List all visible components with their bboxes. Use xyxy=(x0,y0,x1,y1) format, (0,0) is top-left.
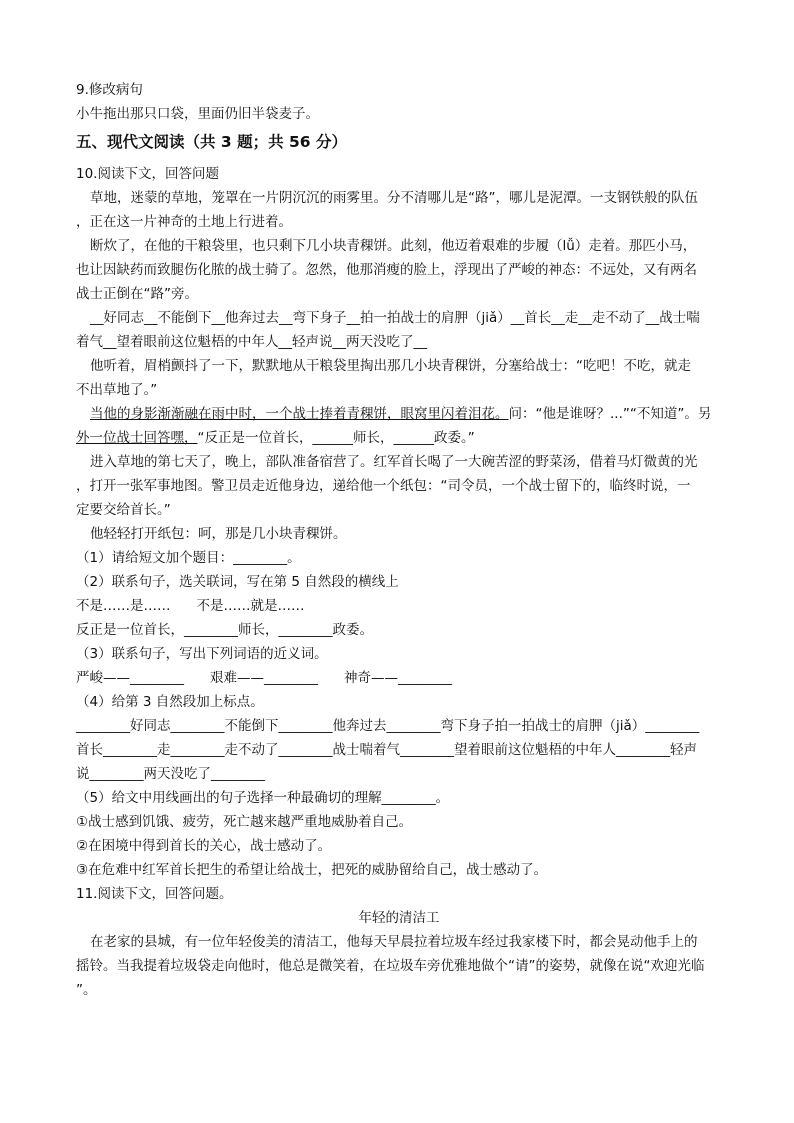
passage-p3-line2: 着气__望着眼前这位魁梧的中年人__轻声说__两天没吃了__ xyxy=(76,334,427,350)
passage-p6-line1: 进入草地的第七天了，晚上，部队准备宿营了。红军首长喝了一大碗苦涩的野菜汤，借着马灯微黄的光 xyxy=(90,454,698,470)
passage-p4-line1: 他听着，眉梢颤抖了一下，默默地从干粮袋里掏出那几小块青稞饼，分塞给战士：“吃吧！不吃，就走 xyxy=(90,358,691,374)
passage-p6-line2: ，打开一张军事地图。警卫员走近他身边，递给他一个纸包：“司令员，一个战士留下的，临终时说，一 xyxy=(76,478,691,494)
question-9-title: 9.修改病句 xyxy=(76,82,143,98)
sub-question-4: （4）给第 3 自然段加上标点。 xyxy=(76,694,264,710)
passage-p5-line1-rest: 问：“他是谁呀？...”“不知道”。另 xyxy=(508,406,712,422)
synonym-row xyxy=(76,666,722,690)
passage-p3-line1: __好同志__不能倒下__他奔过去__弯下身子__拍一拍战士的肩胛（jiǎ）__首长__走__走不动了__战士喘 xyxy=(90,310,700,326)
passage-p1-line1: 草地，迷蒙的草地，笼罩在一片阴沉沉的雨雾里。分不清哪儿是“路”，哪儿是泥潭。一支钢铁般的队伍 xyxy=(90,190,698,206)
sub-question-2: （2）联系句子，选关联词，写在第 5 自然段的横线上 xyxy=(76,574,399,590)
story-p1-line1: 在老家的县城，有一位年轻俊美的清洁工，他每天早晨拉着垃圾车经过我家楼下时，都会晃动他手上的 xyxy=(90,934,698,950)
passage-p2-line2: 也让因缺药而致腿伤化脓的战士骑了。忽然，他那消瘦的脸上，浮现出了严峻的神态：不远处，又有两名 xyxy=(76,262,697,278)
sub-question-2-fill: 反正是一位首长，________师长，________政委。 xyxy=(76,622,373,638)
underlined-sentence: 当他的身影渐渐融在雨中时，一个战士捧着青稞饼，眼窝里闪着泪花。 xyxy=(90,406,509,422)
question-11-title: 11.阅读下文，回答问题。 xyxy=(76,886,233,902)
passage-p1-line2: ，正在这一片神奇的土地上行进着。 xyxy=(76,214,292,230)
punctuation-line2: 首长________走________走不动了________战士喘着气________望着眼前这位魁梧的中年人________轻声 xyxy=(76,742,697,758)
passage-p5-line2-rest: “反正是一位首长，______师长，______政委。” xyxy=(197,430,475,446)
synonym-2: 艰难——________ xyxy=(210,670,318,686)
underlined-sentence-continued: 外一位战士回答嘿， xyxy=(76,430,198,446)
choice-1: ①战士感到饥饿、疲劳，死亡越来越严重地威胁着自己。 xyxy=(76,814,413,830)
passage-p2-line1: 断炊了，在他的干粮袋里，也只剩下几小块青稞饼。此刻，他迈着艰难的步履（lǚ）走着。那匹小马， xyxy=(90,238,697,254)
passage-p5-line1 xyxy=(76,402,722,426)
punctuation-line3: 说________两天没吃了________ xyxy=(76,766,265,782)
story-title: 年轻的清洁工 xyxy=(358,910,440,926)
punctuation-line1: ________好同志________不能倒下________他奔过去________弯下身子拍一拍战士的肩胛（jiǎ）________ xyxy=(76,718,700,734)
synonym-1: 严峻——________ xyxy=(76,670,184,686)
passage-p7: 他轻轻打开纸包：呵，那是几小块青稞饼。 xyxy=(90,526,347,542)
question-10-title: 10.阅读下文，回答问题 xyxy=(76,166,219,182)
exam-page xyxy=(76,78,722,1002)
story-p1-line2: 摇铃。当我提着垃圾袋走向他时，他总是微笑着，在垃圾车旁优雅地做个“请”的姿势，就像在说“欢迎光临 xyxy=(76,958,705,974)
question-9-sentence: 小牛拖出那只口袋，里面仍旧半袋麦子。 xyxy=(76,106,319,122)
sub-question-5: （5）给文中用线画出的句子选择一种最确切的理解________。 xyxy=(76,790,450,806)
option-a: 不是……是…… xyxy=(76,598,171,614)
option-b: 不是……就是…… xyxy=(196,598,305,614)
choice-3: ③在危难中红军首长把生的希望让给战士，把死的威胁留给自己，战士感动了。 xyxy=(76,862,548,878)
synonym-3: 神奇——________ xyxy=(344,670,452,686)
sub-question-2-options xyxy=(76,594,722,618)
passage-p6-line3: 定要交给首长。” xyxy=(76,502,171,518)
sub-question-1: （1）请给短文加个题目：________。 xyxy=(76,550,301,566)
story-p1-line3: ”。 xyxy=(76,982,97,998)
sub-question-3: （3）联系句子，写出下列词语的近义词。 xyxy=(76,646,328,662)
passage-p4-line2: 不出草地了。” xyxy=(76,382,158,398)
choice-2: ②在困境中得到首长的关心，战士感动了。 xyxy=(76,838,332,854)
passage-p5-line2 xyxy=(76,426,722,450)
passage-p2-line3: 战士正倒在“路”旁。 xyxy=(76,286,198,302)
section-heading: 五、现代文阅读（共 3 题；共 56 分） xyxy=(76,133,347,151)
